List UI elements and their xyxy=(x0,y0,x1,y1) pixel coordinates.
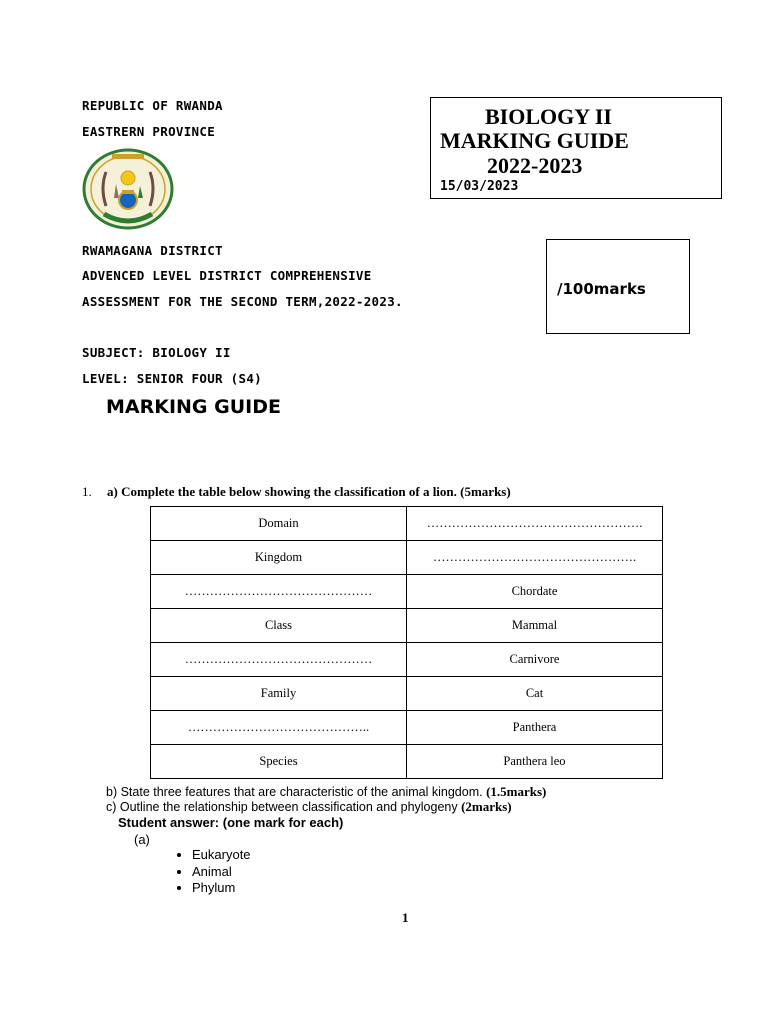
table-cell: Kingdom xyxy=(151,541,407,575)
table-cell: Carnivore xyxy=(407,643,663,677)
table-cell: Class xyxy=(151,609,407,643)
table-cell: Cat xyxy=(407,677,663,711)
title-box xyxy=(430,97,722,199)
title-guide: MARKING GUIDE xyxy=(440,128,629,153)
table-cell: ……………………………………… xyxy=(151,643,407,677)
answer-list xyxy=(150,847,251,897)
assessment-line2: ASSESSMENT FOR THE SECOND TERM,2022-2023. xyxy=(82,294,403,309)
question-c-marks: (2marks) xyxy=(461,799,512,814)
province-text: EASTRERN PROVINCE xyxy=(82,124,216,139)
question-b-text: b) State three features that are characteristic of the animal kingdom. xyxy=(106,785,483,799)
part-a-label: (a) xyxy=(134,832,150,847)
question-c xyxy=(106,799,512,815)
question-b xyxy=(106,784,546,800)
question-c-text: c) Outline the relationship between classification and phylogeny xyxy=(106,800,458,814)
table-cell: Species xyxy=(151,745,407,779)
table-row xyxy=(151,507,663,541)
table-cell: Panthera leo xyxy=(407,745,663,779)
level-text: LEVEL: SENIOR FOUR (S4) xyxy=(82,371,262,386)
table-row xyxy=(151,541,663,575)
table-row xyxy=(151,575,663,609)
table-row xyxy=(151,677,663,711)
list-item: • Phylum xyxy=(192,880,251,897)
table-cell: Chordate xyxy=(407,575,663,609)
republic-text: REPUBLIC OF RWANDA xyxy=(82,98,223,113)
table-row xyxy=(151,711,663,745)
title-date: 15/03/2023 xyxy=(440,179,519,194)
table-cell: Domain xyxy=(151,507,407,541)
coat-of-arms-seal xyxy=(82,148,174,230)
table-cell: Family xyxy=(151,677,407,711)
subject-text: SUBJECT: BIOLOGY II xyxy=(82,345,231,360)
title-year: 2022-2023 xyxy=(487,153,583,178)
list-item: • Eukaryote xyxy=(192,847,251,864)
table-cell: Panthera xyxy=(407,711,663,745)
classification-table xyxy=(150,506,663,779)
question-b-marks: (1.5marks) xyxy=(486,784,547,799)
table-cell: Mammal xyxy=(407,609,663,643)
assessment-line1: ADVENCED LEVEL DISTRICT COMPREHENSIVE xyxy=(82,268,372,283)
marks-box xyxy=(546,239,690,334)
student-answer-heading: Student answer: (one mark for each) xyxy=(118,815,344,830)
total-marks: /100marks xyxy=(557,280,646,298)
table-row xyxy=(151,609,663,643)
list-item: • Animal xyxy=(192,864,251,881)
main-heading: MARKING GUIDE xyxy=(106,396,281,418)
table-row xyxy=(151,745,663,779)
question-1-text: a) Complete the table below showing the classification of a lion. (5marks) xyxy=(107,484,511,499)
district-text: RWAMAGANA DISTRICT xyxy=(82,243,223,258)
question-number: 1. xyxy=(82,484,92,499)
table-cell: ……………………………………………. xyxy=(407,507,663,541)
table-cell: …………………………………………. xyxy=(407,541,663,575)
table-cell: …………………………………….. xyxy=(151,711,407,745)
table-row xyxy=(151,643,663,677)
title-subject: BIOLOGY II xyxy=(485,104,612,129)
question-1 xyxy=(82,484,511,500)
table-cell: ……………………………………… xyxy=(151,575,407,609)
page-number: 1 xyxy=(402,910,409,925)
